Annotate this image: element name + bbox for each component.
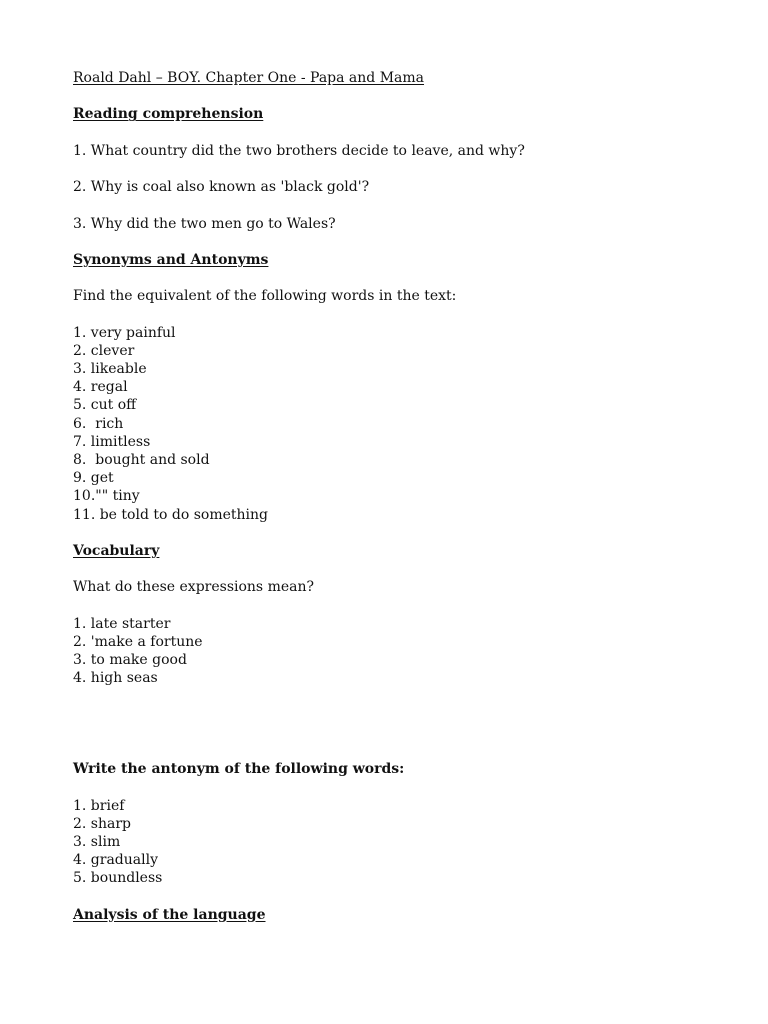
spacer [73, 560, 733, 578]
list-item: 1. late starter [73, 615, 171, 632]
list-item: 3. to make good [73, 652, 187, 668]
document-title: Roald Dahl – BOY. Chapter One - Papa and Mama [73, 70, 425, 86]
spacer [73, 269, 733, 287]
vocabulary-list [73, 615, 733, 688]
list-item: 5. boundless [73, 870, 163, 887]
list-item: 4. regal [73, 379, 128, 396]
synonyms-antonyms-heading: Synonyms and Antonyms [73, 251, 269, 268]
spacer [73, 160, 733, 178]
spacer [73, 596, 733, 614]
question-2: 2. Why is coal also known as 'black gold'? [73, 179, 370, 196]
list-item: 2. 'make a fortune [73, 633, 203, 650]
synonyms-list [73, 324, 733, 524]
list-item: 4. gradually [73, 852, 158, 869]
list-item: 10."" tiny [73, 488, 140, 505]
list-item: 3. slim [73, 833, 121, 850]
spacer [73, 196, 733, 214]
spacer [73, 124, 733, 142]
document-page [73, 69, 733, 924]
list-item: 2. sharp [73, 815, 132, 832]
list-item: 8. bought and sold [73, 451, 210, 468]
spacer [73, 778, 733, 796]
question-3: 3. Why did the two men go to Wales? [73, 215, 336, 232]
list-item: 4. high seas [73, 670, 158, 687]
vocabulary-instruction: What do these expressions mean? [73, 579, 314, 596]
spacer [73, 687, 733, 760]
list-item: 3. likeable [73, 361, 147, 377]
list-item: 11. be told to do something [73, 506, 268, 523]
synonyms-instruction: Find the equivalent of the following words in the text: [73, 288, 457, 305]
question-1: 1. What country did the two brothers decide to leave, and why? [73, 142, 525, 159]
spacer [73, 524, 733, 542]
spacer [73, 233, 733, 251]
antonyms-list [73, 797, 733, 888]
list-item: 6. rich [73, 415, 124, 432]
spacer [73, 887, 733, 905]
analysis-heading: Analysis of the language [73, 906, 266, 923]
antonyms-heading: Write the antonym of the following words: [73, 761, 405, 778]
list-item: 1. brief [73, 797, 125, 814]
list-item: 1. very painful [73, 324, 176, 341]
list-item: 5. cut off [73, 397, 137, 414]
reading-comprehension-heading: Reading comprehension [73, 106, 264, 123]
list-item: 2. clever [73, 342, 135, 359]
vocabulary-heading: Vocabulary [73, 542, 160, 559]
spacer [73, 305, 733, 323]
spacer [73, 87, 733, 105]
list-item: 7. limitless [73, 433, 151, 450]
list-item: 9. get [73, 470, 114, 487]
